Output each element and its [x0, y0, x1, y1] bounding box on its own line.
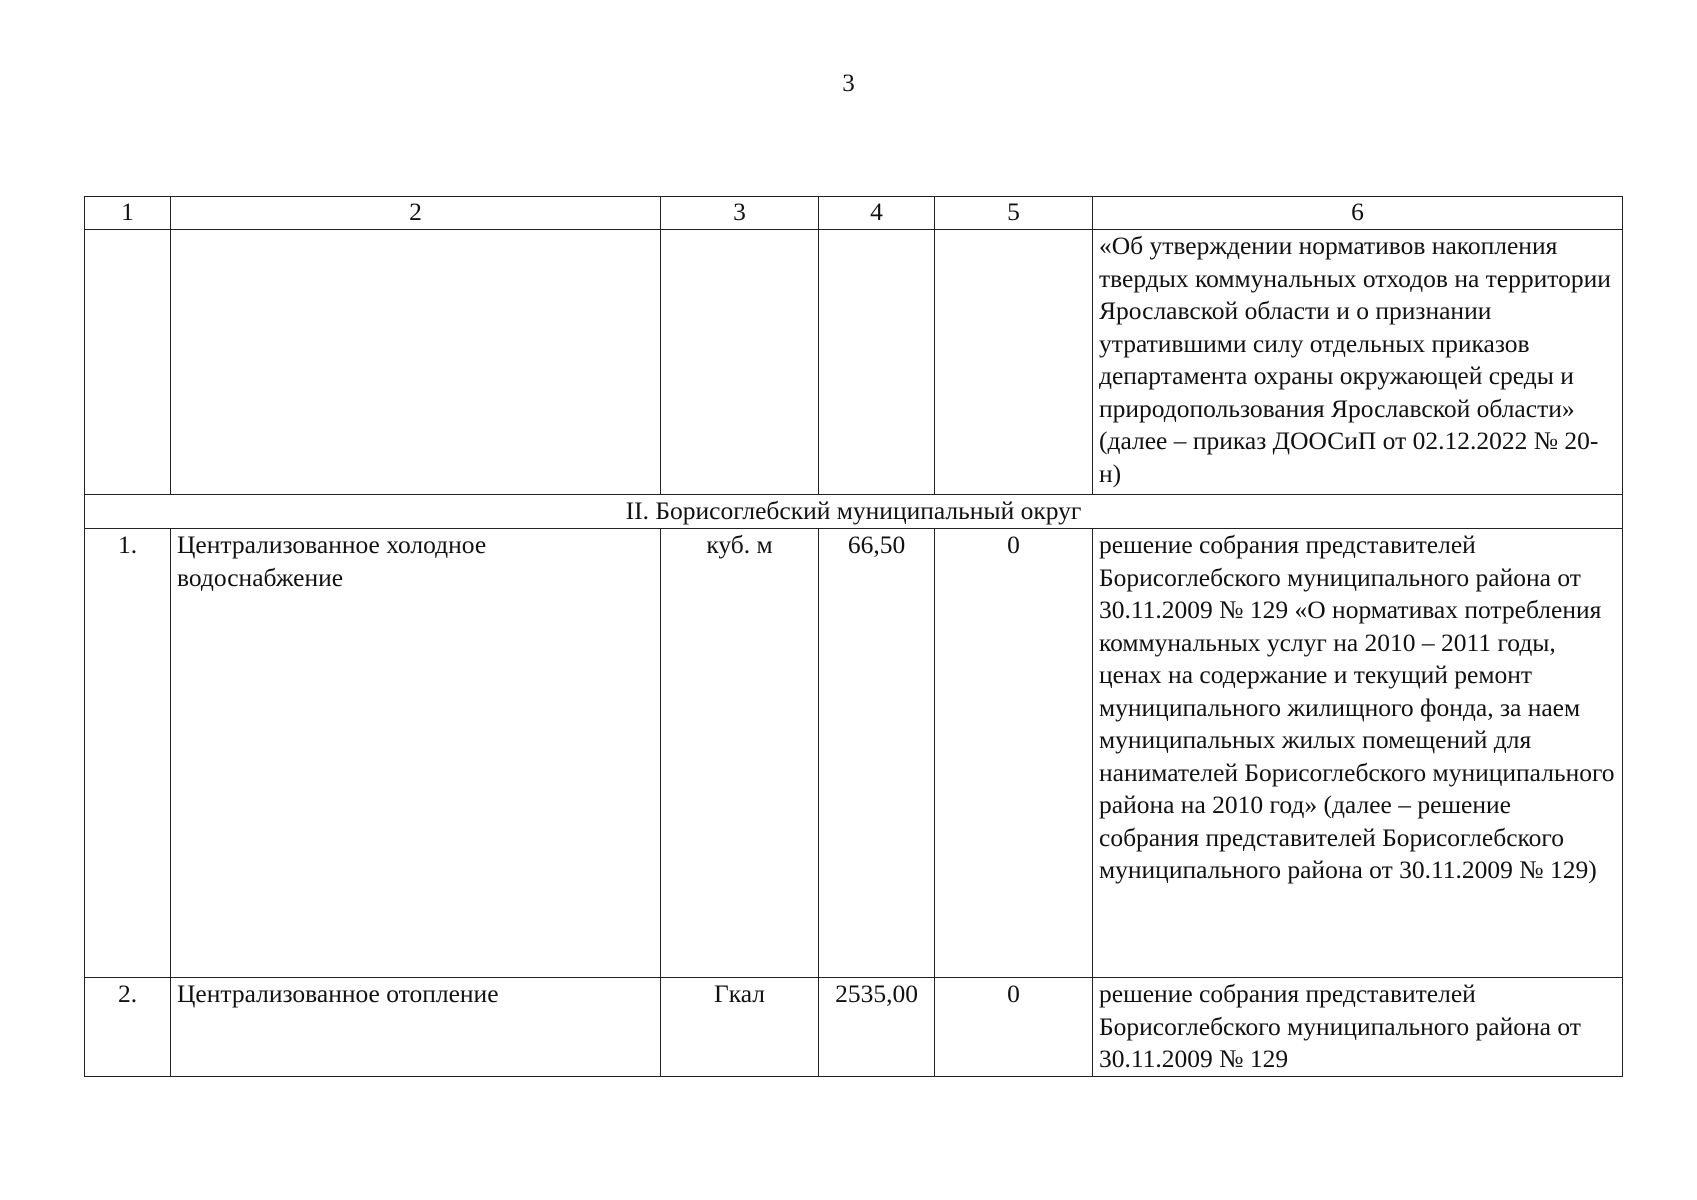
section-title: II. Борисоглебский муниципальный округ [85, 495, 1623, 529]
legal-basis-cell: решение собрания представителей Борисоглебского муниципального района от 30.11.2009 № 129 «О нормативах потребления коммунальных услуг на 2010 – 2011 годы, ценах на содержание и текущий ремонт муниципального жилищного фонда, за наем муниципальных жилых помещений для нанимателей Борисоглебского муниципального района на 2010 год» (далее – решение собрания представителей Борисоглебского муниципального района от 30.11.2009 № 129) [1093, 529, 1623, 978]
row-number-cell: 1. [85, 529, 171, 978]
legal-basis-cell: решение собрания представителей Борисоглебского муниципального района от 30.11.2009 № 129 [1093, 978, 1623, 1077]
column-header: 4 [819, 197, 935, 230]
page-number: 3 [842, 70, 855, 97]
value-cell [819, 230, 935, 495]
unit-cell: Гкал [661, 978, 819, 1077]
column-header: 6 [1093, 197, 1623, 230]
row-number-cell [85, 230, 171, 495]
value2-cell [935, 230, 1093, 495]
table-header-row [85, 197, 1623, 230]
value-cell: 2535,00 [819, 978, 935, 1077]
column-header: 2 [171, 197, 661, 230]
norms-table [84, 196, 1623, 1077]
row-number-cell: 2. [85, 978, 171, 1077]
column-header: 3 [661, 197, 819, 230]
table-row [85, 529, 1623, 978]
value2-cell: 0 [935, 529, 1093, 978]
legal-basis-cell: «Об утверждении нормативов накопления твердых коммунальных отходов на территории Ярославской области и о признании утратившими силу отдельных приказов департамента охраны окружающей среды и природопользования Ярославской области» (далее – приказ ДООСиП от 02.12.2022 № 20-н) [1093, 230, 1623, 495]
value-cell: 66,50 [819, 529, 935, 978]
value2-cell: 0 [935, 978, 1093, 1077]
unit-cell: куб. м [661, 529, 819, 978]
column-header: 5 [935, 197, 1093, 230]
section-row [85, 495, 1623, 529]
service-name-cell: Централизованное отопление [171, 978, 661, 1077]
column-header: 1 [85, 197, 171, 230]
table-row [85, 978, 1623, 1077]
table-row [85, 230, 1623, 495]
unit-cell [661, 230, 819, 495]
service-name-cell: Централизованное холодное водоснабжение [171, 529, 661, 978]
service-name-cell [171, 230, 661, 495]
